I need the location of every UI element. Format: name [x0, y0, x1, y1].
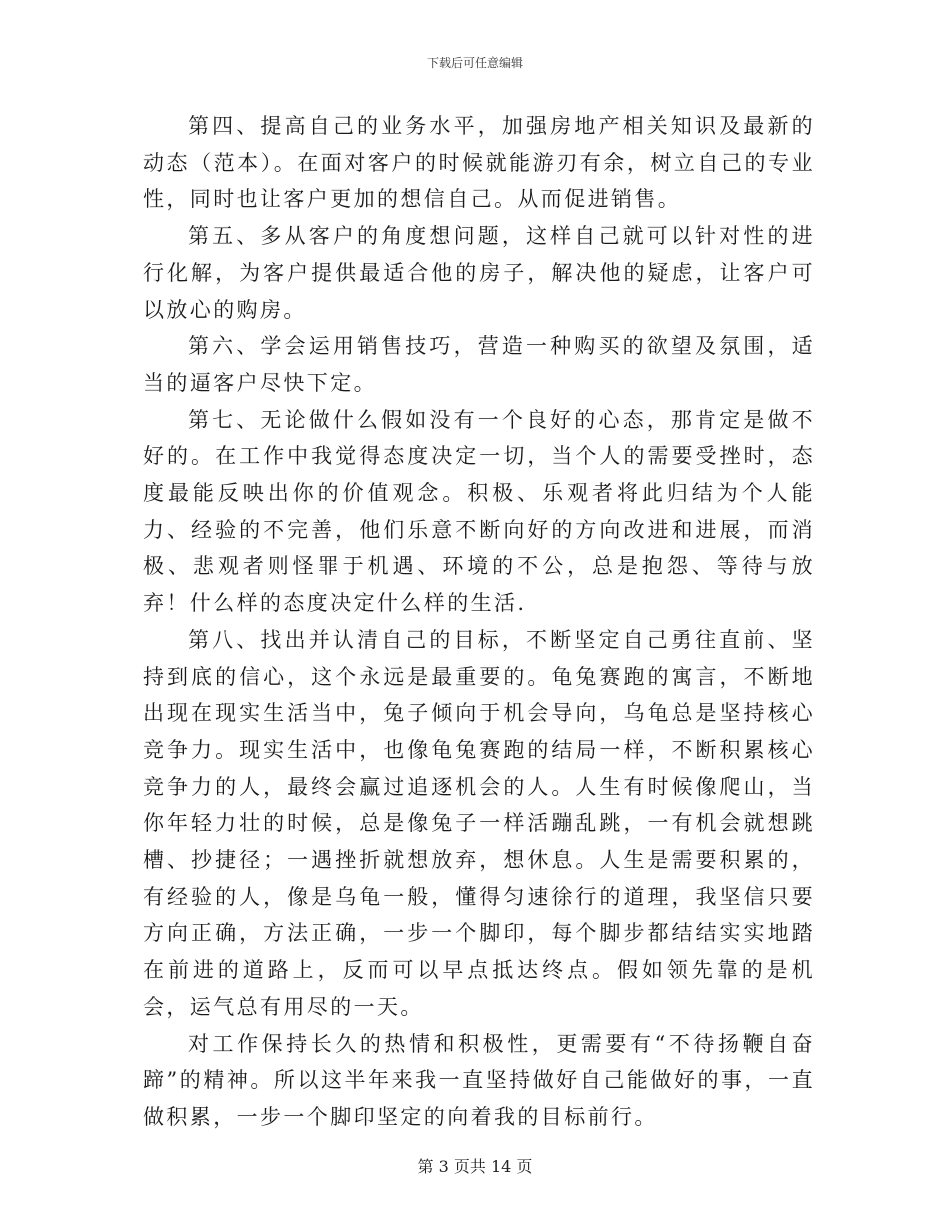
document-body [143, 108, 815, 1136]
page-number-footer: 第 3 页共 14 页 [417, 1157, 533, 1176]
paragraph-eighth-point: 第八、找出并认清自己的目标，不断坚定自己勇往直前、坚持到底的信心，这个永远是最重要的。龟兔赛跑的寓言，不断地出现在现实生活当中，兔子倾向于机会导向，乌龟总是坚持核心竞争力。现实生活中，也像龟兔赛跑的结局一样，不断积累核心竞争力的人，最终会赢过追逐机会的人。人生有时候像爬山，当你年轻力壮的时候，总是像兔子一样活蹦乱跳，一有机会就想跳槽、抄捷径；一遇挫折就想放弃，想休息。人生是需要积累的，有经验的人，像是乌龟一般，懂得匀速徐行的道理，我坚信只要方向正确，方法正确，一步一个脚印，每个脚步都结结实实地踏在前进的道路上，反而可以早点抵达终点。假如领先靠的是机会，运气总有用尽的一天。 [143, 627, 815, 1019]
paragraph-fifth-point: 第五、多从客户的角度想问题，这样自己就可以针对性的进行化解，为客户提供最适合他的房子，解决他的疑虑，让客户可以放心的购房。 [143, 224, 815, 322]
paragraph-sixth-point: 第六、学会运用销售技巧，营造一种购买的欲望及氛围，适当的逼客户尽快下定。 [143, 334, 815, 395]
page-header: 下载后可任意编辑 [426, 56, 523, 70]
paragraph-fourth-point: 第四、提高自己的业务水平，加强房地产相关知识及最新的动态（范本）。在面对客户的时候就能游刃有余，树立自己的专业性，同时也让客户更加的想信自己。从而促进销售。 [143, 114, 815, 212]
paragraph-conclusion: 对工作保持长久的热情和积极性，更需要有“不待扬鞭自奋蹄”的精神。所以这半年来我一直坚持做好自己能做好的事，一直做积累，一步一个脚印坚定的向着我的目标前行。 [143, 1031, 815, 1129]
paragraph-seventh-point: 第七、无论做什么假如没有一个良好的心态，那肯定是做不好的。在工作中我觉得态度决定一切，当个人的需要受挫时，态度最能反映出你的价值观念。积极、乐观者将此归结为个人能力、经验的不完善，他们乐意不断向好的方向改进和进展，而消极、悲观者则怪罪于机遇、环境的不公，总是抱怨、等待与放弃！什么样的态度决定什么样的生活. [143, 407, 815, 616]
